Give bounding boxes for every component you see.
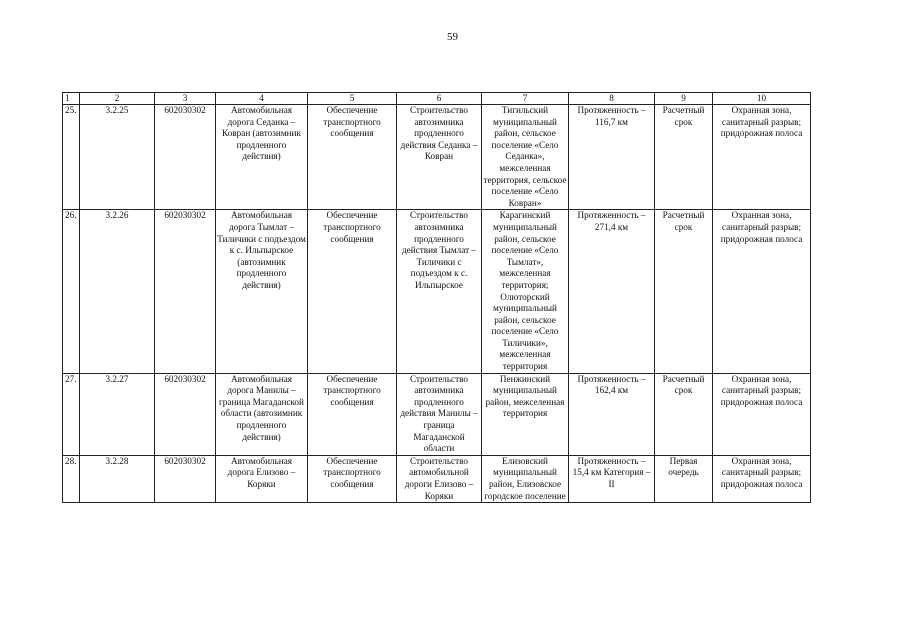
object-characteristics: Протяженность – 162,4 км xyxy=(569,373,655,455)
object-location: Елизовский муниципальный район, Елизовское городское поселение xyxy=(482,455,569,502)
object-zone: Охранная зона, санитарный разрыв; придорожная полоса xyxy=(713,373,811,455)
object-purpose: Обеспечение транспортного сообщения xyxy=(308,373,397,455)
object-term: Первая очередь xyxy=(655,455,713,502)
row-number: 28. xyxy=(63,455,80,502)
object-purpose: Обеспечение транспортного сообщения xyxy=(308,210,397,373)
object-type-id: 602030302 xyxy=(155,373,216,455)
table-row xyxy=(63,373,811,455)
column-number: 4 xyxy=(216,93,308,105)
object-location: Тигильский муниципальный район, сельское поселение «Село Седанка», межселенная территория, сельское поселение «Село Ковран» xyxy=(482,105,569,210)
column-number: 9 xyxy=(655,93,713,105)
object-name: Автомобильная дорога Елизово – Коряки xyxy=(216,455,308,502)
object-action: Строительство автомобильной дороги Елизово – Коряки xyxy=(397,455,482,502)
table-row xyxy=(63,105,811,210)
column-number: 6 xyxy=(397,93,482,105)
object-type-id: 602030302 xyxy=(155,210,216,373)
object-location: Пенжинский муниципальный район, межселенная территория xyxy=(482,373,569,455)
row-number: 25. xyxy=(63,105,80,210)
planning-table xyxy=(62,92,811,503)
object-term: Расчетный срок xyxy=(655,105,713,210)
page-number: 59 xyxy=(447,31,458,43)
object-type-id: 602030302 xyxy=(155,105,216,210)
object-term: Расчетный срок xyxy=(655,373,713,455)
column-number: 3 xyxy=(155,93,216,105)
object-code: 3.2.28 xyxy=(80,455,155,502)
object-code: 3.2.26 xyxy=(80,210,155,373)
column-number: 1 xyxy=(63,93,80,105)
column-number-row xyxy=(63,93,811,105)
object-zone: Охранная зона, санитарный разрыв; придорожная полоса xyxy=(713,210,811,373)
object-action: Строительство автозимника продленного действия Седанка – Ковран xyxy=(397,105,482,210)
table-row xyxy=(63,455,811,502)
column-number: 2 xyxy=(80,93,155,105)
object-characteristics: Протяженность – 116,7 км xyxy=(569,105,655,210)
object-type-id: 602030302 xyxy=(155,455,216,502)
object-term: Расчетный срок xyxy=(655,210,713,373)
column-number: 10 xyxy=(713,93,811,105)
row-number: 27. xyxy=(63,373,80,455)
object-name: Автомобильная дорога Тымлат – Тиличики с подъездом к с. Ильпырское (автозимник продленного действия) xyxy=(216,210,308,373)
row-number: 26. xyxy=(63,210,80,373)
object-zone: Охранная зона, санитарный разрыв; придорожная полоса xyxy=(713,455,811,502)
object-action: Строительство автозимника продленного действия Манилы – граница Магаданской области xyxy=(397,373,482,455)
column-number: 5 xyxy=(308,93,397,105)
object-purpose: Обеспечение транспортного сообщения xyxy=(308,455,397,502)
object-characteristics: Протяженность – 271,4 км xyxy=(569,210,655,373)
object-action: Строительство автозимника продленного действия Тымлат – Тиличики с подъездом к с. Ильпырское xyxy=(397,210,482,373)
object-name: Автомобильная дорога Седанка – Ковран (автозимник продленного действия) xyxy=(216,105,308,210)
object-purpose: Обеспечение транспортного сообщения xyxy=(308,105,397,210)
object-characteristics: Протяженность – 15,4 км Категория – II xyxy=(569,455,655,502)
object-location: Карагинский муниципальный район, сельское поселение «Село Тымлат», межселенная территория; Олюторский муниципальный район, сельское поселение «Село Тиличики», межселенная территория xyxy=(482,210,569,373)
object-code: 3.2.27 xyxy=(80,373,155,455)
column-number: 7 xyxy=(482,93,569,105)
object-name: Автомобильная дорога Манилы – граница Магаданской области (автозимник продленного действия) xyxy=(216,373,308,455)
object-zone: Охранная зона, санитарный разрыв; придорожная полоса xyxy=(713,105,811,210)
object-code: 3.2.25 xyxy=(80,105,155,210)
column-number: 8 xyxy=(569,93,655,105)
table-row xyxy=(63,210,811,373)
